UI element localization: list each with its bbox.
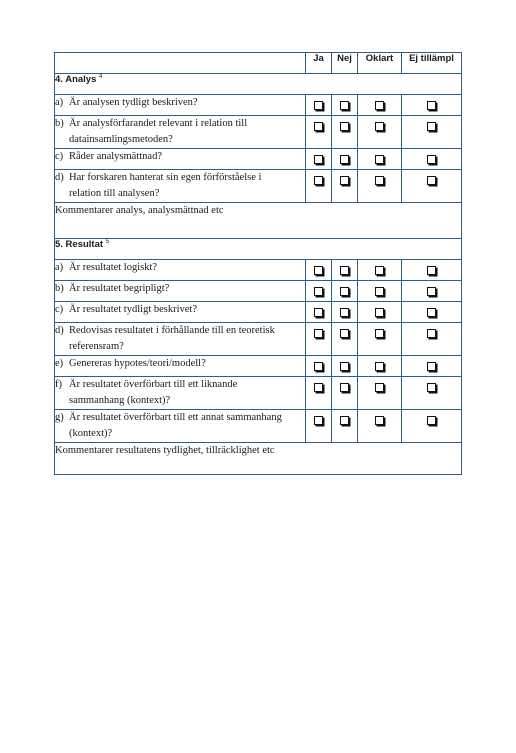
question-cell <box>55 323 306 356</box>
checkbox-oklart[interactable] <box>375 362 384 371</box>
checkbox-ej-tillampl[interactable] <box>427 329 436 338</box>
section-title-resultat <box>55 239 462 260</box>
check-cell-ej-tillampl <box>402 302 462 323</box>
question-letter: d) <box>55 325 64 336</box>
check-cell-ja <box>306 410 332 443</box>
question-cell <box>55 95 306 116</box>
header-row <box>55 53 462 74</box>
checkbox-ja[interactable] <box>314 362 323 371</box>
table-row <box>55 356 462 377</box>
check-cell-ja <box>306 323 332 356</box>
checkbox-nej[interactable] <box>340 329 349 338</box>
table-row <box>55 302 462 323</box>
question-letter: f) <box>55 379 62 390</box>
checkbox-nej[interactable] <box>340 362 349 371</box>
check-cell-ja <box>306 260 332 281</box>
question-letter: g) <box>55 412 64 423</box>
check-cell-nej <box>332 149 358 170</box>
check-cell-oklart <box>358 323 402 356</box>
check-cell-oklart <box>358 170 402 203</box>
check-cell-ja <box>306 116 332 149</box>
table-row <box>55 323 462 356</box>
table-row <box>55 149 462 170</box>
question-text: Genereras hypotes/teori/modell? <box>69 358 206 369</box>
table-row <box>55 95 462 116</box>
check-cell-oklart <box>358 281 402 302</box>
checkbox-ja[interactable] <box>314 287 323 296</box>
checkbox-oklart[interactable] <box>375 101 384 110</box>
table-row <box>55 116 462 149</box>
checkbox-ej-tillampl[interactable] <box>427 287 436 296</box>
checkbox-ja[interactable] <box>314 266 323 275</box>
checkbox-oklart[interactable] <box>375 287 384 296</box>
check-cell-ej-tillampl <box>402 260 462 281</box>
table-row <box>55 377 462 410</box>
question-cell <box>55 302 306 323</box>
question-cell <box>55 281 306 302</box>
check-cell-ej-tillampl <box>402 116 462 149</box>
check-cell-nej <box>332 377 358 410</box>
checkbox-nej[interactable] <box>340 416 349 425</box>
comment-row <box>55 203 462 239</box>
question-letter: d) <box>55 172 64 183</box>
checkbox-oklart[interactable] <box>375 383 384 392</box>
check-cell-ja <box>306 302 332 323</box>
checkbox-ej-tillampl[interactable] <box>427 308 436 317</box>
checkbox-ej-tillampl[interactable] <box>427 416 436 425</box>
question-cell <box>55 149 306 170</box>
checkbox-ej-tillampl[interactable] <box>427 362 436 371</box>
question-letter: e) <box>55 358 64 369</box>
blank-header-cell <box>55 53 306 74</box>
question-text: Är resultatet tydligt beskrivet? <box>69 304 198 315</box>
checkbox-ej-tillampl[interactable] <box>427 122 436 131</box>
section-footnote: 4 <box>99 74 103 80</box>
checkbox-oklart[interactable] <box>375 266 384 275</box>
check-cell-nej <box>332 410 358 443</box>
quality-checklist-table <box>54 52 462 475</box>
table-row <box>55 170 462 203</box>
checkbox-oklart[interactable] <box>375 308 384 317</box>
table-row <box>55 260 462 281</box>
question-text: Redovisas resultatet i förhållande till en teoretisk referensram? <box>69 325 275 352</box>
checkbox-ja[interactable] <box>314 122 323 131</box>
section-title-text: 5. Resultat <box>55 239 104 251</box>
checkbox-ja[interactable] <box>314 329 323 338</box>
table-row <box>55 410 462 443</box>
check-cell-oklart <box>358 149 402 170</box>
comment-analys-field[interactable]: Kommentarer analys, analysmättnad etc <box>55 203 462 239</box>
check-cell-nej <box>332 281 358 302</box>
checkbox-nej[interactable] <box>340 308 349 317</box>
question-letter: a) <box>55 97 64 108</box>
check-cell-ja <box>306 281 332 302</box>
checkbox-ej-tillampl[interactable] <box>427 101 436 110</box>
check-cell-ja <box>306 377 332 410</box>
checkbox-nej[interactable] <box>340 266 349 275</box>
check-cell-ej-tillampl <box>402 281 462 302</box>
check-cell-ej-tillampl <box>402 356 462 377</box>
checkbox-oklart[interactable] <box>375 329 384 338</box>
question-text: Är resultatet överförbart till ett annat sammanhang (kontext)? <box>69 412 282 439</box>
checkbox-ja[interactable] <box>314 101 323 110</box>
question-cell <box>55 260 306 281</box>
check-cell-oklart <box>358 356 402 377</box>
checkbox-ej-tillampl[interactable] <box>427 383 436 392</box>
check-cell-ej-tillampl <box>402 410 462 443</box>
checkbox-ej-tillampl[interactable] <box>427 155 436 164</box>
check-cell-ej-tillampl <box>402 377 462 410</box>
check-cell-ja <box>306 170 332 203</box>
question-text: Är analysförfarandet relevant i relation till datainsamlingsmetoden? <box>69 118 248 145</box>
checkbox-oklart[interactable] <box>375 155 384 164</box>
comment-row <box>55 443 462 475</box>
section-header-row <box>55 239 462 260</box>
check-cell-nej <box>332 116 358 149</box>
check-cell-oklart <box>358 95 402 116</box>
question-cell <box>55 116 306 149</box>
checkbox-nej[interactable] <box>340 176 349 185</box>
check-cell-ej-tillampl <box>402 95 462 116</box>
section-footnote: 5 <box>105 239 110 245</box>
checkbox-oklart[interactable] <box>375 416 384 425</box>
check-cell-oklart <box>358 116 402 149</box>
column-header-oklart: Oklart <box>358 53 402 74</box>
checkbox-ja[interactable] <box>314 176 323 185</box>
checkbox-ej-tillampl[interactable] <box>427 176 436 185</box>
checkbox-oklart[interactable] <box>375 122 384 131</box>
checkbox-nej[interactable] <box>340 155 349 164</box>
check-cell-nej <box>332 170 358 203</box>
check-cell-nej <box>332 302 358 323</box>
check-cell-ja <box>306 356 332 377</box>
question-text: Råder analysmättnad? <box>69 151 163 162</box>
question-cell <box>55 170 306 203</box>
section-title-text: 4. Analys <box>55 74 97 86</box>
question-cell <box>55 356 306 377</box>
checkbox-nej[interactable] <box>340 383 349 392</box>
table-row <box>55 281 462 302</box>
column-header-ej-tillampl: Ej tillämpl <box>402 53 462 74</box>
question-text: Är resultatet logiskt? <box>69 262 158 273</box>
check-cell-oklart <box>358 377 402 410</box>
question-text: Är resultatet begripligt? <box>69 283 170 294</box>
check-cell-oklart <box>358 260 402 281</box>
check-cell-ej-tillampl <box>402 170 462 203</box>
check-cell-oklart <box>358 410 402 443</box>
question-cell <box>55 410 306 443</box>
question-letter: b) <box>55 118 64 129</box>
column-header-ja: Ja <box>306 53 332 74</box>
checkbox-oklart[interactable] <box>375 176 384 185</box>
section-header-row <box>55 74 462 95</box>
question-letter: c) <box>55 151 64 162</box>
checkbox-nej[interactable] <box>340 287 349 296</box>
check-cell-nej <box>332 260 358 281</box>
question-letter: b) <box>55 283 64 294</box>
checkbox-ja[interactable] <box>314 416 323 425</box>
check-cell-ej-tillampl <box>402 323 462 356</box>
column-header-nej: Nej <box>332 53 358 74</box>
checkbox-ja[interactable] <box>314 308 323 317</box>
comment-resultat-field[interactable]: Kommentarer resultatens tydlighet, tillräcklighet etc <box>55 443 462 475</box>
check-cell-ej-tillampl <box>402 149 462 170</box>
check-cell-ja <box>306 149 332 170</box>
question-letter: a) <box>55 262 64 273</box>
question-text: Har forskaren hanterat sin egen förförståelse i relation till analysen? <box>69 172 262 199</box>
checkbox-ja[interactable] <box>314 155 323 164</box>
check-cell-nej <box>332 95 358 116</box>
checkbox-nej[interactable] <box>340 122 349 131</box>
checkbox-ja[interactable] <box>314 383 323 392</box>
question-text: Är resultatet överförbart till ett liknande sammanhang (kontext)? <box>69 379 238 406</box>
check-cell-oklart <box>358 302 402 323</box>
question-text: Är analysen tydligt beskriven? <box>69 97 198 108</box>
check-cell-ja <box>306 95 332 116</box>
check-cell-nej <box>332 356 358 377</box>
check-cell-nej <box>332 323 358 356</box>
section-title-analys <box>55 74 462 95</box>
question-cell <box>55 377 306 410</box>
checkbox-ej-tillampl[interactable] <box>427 266 436 275</box>
checkbox-nej[interactable] <box>340 101 349 110</box>
question-letter: c) <box>55 304 64 315</box>
